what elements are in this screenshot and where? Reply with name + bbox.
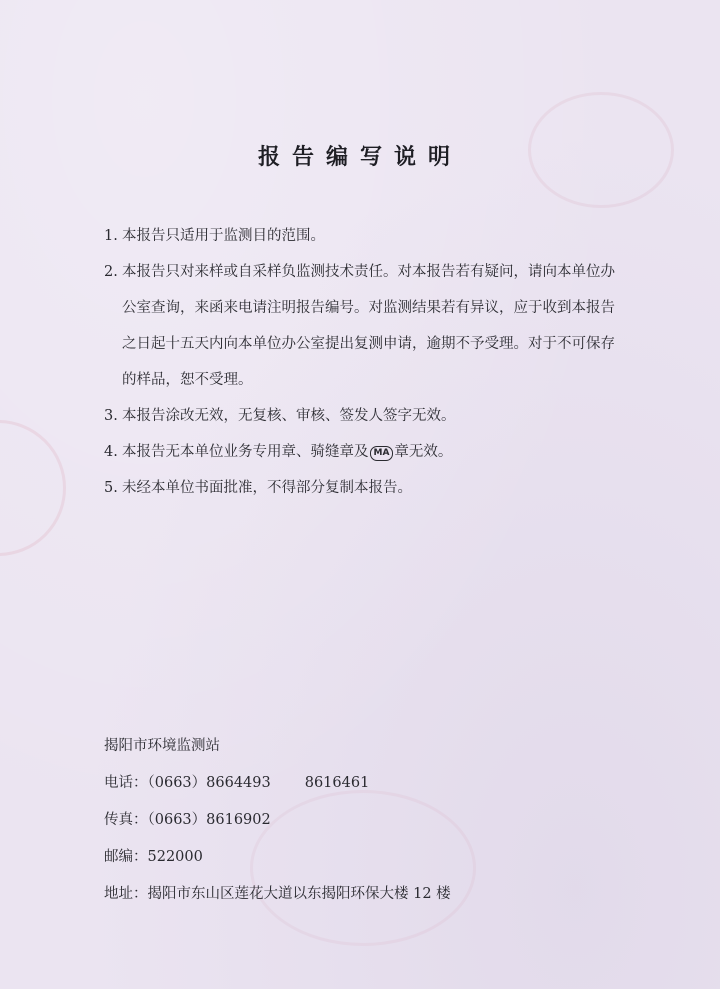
list-item xyxy=(104,254,624,398)
item-number: 5. xyxy=(104,480,118,496)
page-title: 报告编写说明 xyxy=(257,144,462,170)
phone-number-2: 8616461 xyxy=(304,775,370,791)
item-number: 4. xyxy=(104,444,118,460)
phone-line xyxy=(104,765,624,802)
instruction-list xyxy=(104,218,624,506)
address-line xyxy=(104,876,624,913)
item-text: 未经本单位书面批准，不得部分复制本报告。 xyxy=(122,480,412,496)
item-text-before: 本报告无本单位业务专用章、骑缝章及 xyxy=(122,444,369,460)
fax-line xyxy=(104,802,624,839)
organization-name: 揭阳市环境监测站 xyxy=(104,738,220,754)
address-label: 地址： xyxy=(104,886,148,902)
item-text-after: 章无效。 xyxy=(394,444,453,460)
list-item xyxy=(104,434,624,470)
fax-label: 传真： xyxy=(104,812,148,828)
item-text: 本报告只对来样或自采样负监测技术责任。对本报告若有疑问，请向本单位办公室查询，来函来电请注明报告编号。对监测结果若有异议，应于收到本报告之日起十五天内向本单位办公室提出复测申请，逾期不予受理。对于不可保存的样品，恕不受理。 xyxy=(122,264,615,388)
list-item xyxy=(104,218,624,254)
show-through-seal xyxy=(0,420,66,556)
item-number: 1. xyxy=(104,228,118,244)
item-text xyxy=(122,434,624,470)
list-item xyxy=(104,398,624,434)
postcode-line xyxy=(104,839,624,876)
item-text: 本报告涂改无效，无复核、审核、签发人签字无效。 xyxy=(122,408,456,424)
address-value: 揭阳市东山区莲花大道以东揭阳环保大楼 12 楼 xyxy=(147,886,451,902)
postcode-value: 522000 xyxy=(147,849,203,865)
contact-block xyxy=(104,728,624,913)
item-number: 3. xyxy=(104,408,118,424)
item-number: 2. xyxy=(104,264,118,280)
fax-number: （0663）8616902 xyxy=(147,812,271,828)
item-text: 本报告只适用于监测目的范围。 xyxy=(122,228,325,244)
phone-number-1: （0663）8664493 xyxy=(147,775,271,791)
phone-label: 电话： xyxy=(104,775,148,791)
list-item xyxy=(104,470,624,506)
postcode-label: 邮编： xyxy=(104,849,148,865)
cma-mark-icon: MA xyxy=(370,446,394,461)
